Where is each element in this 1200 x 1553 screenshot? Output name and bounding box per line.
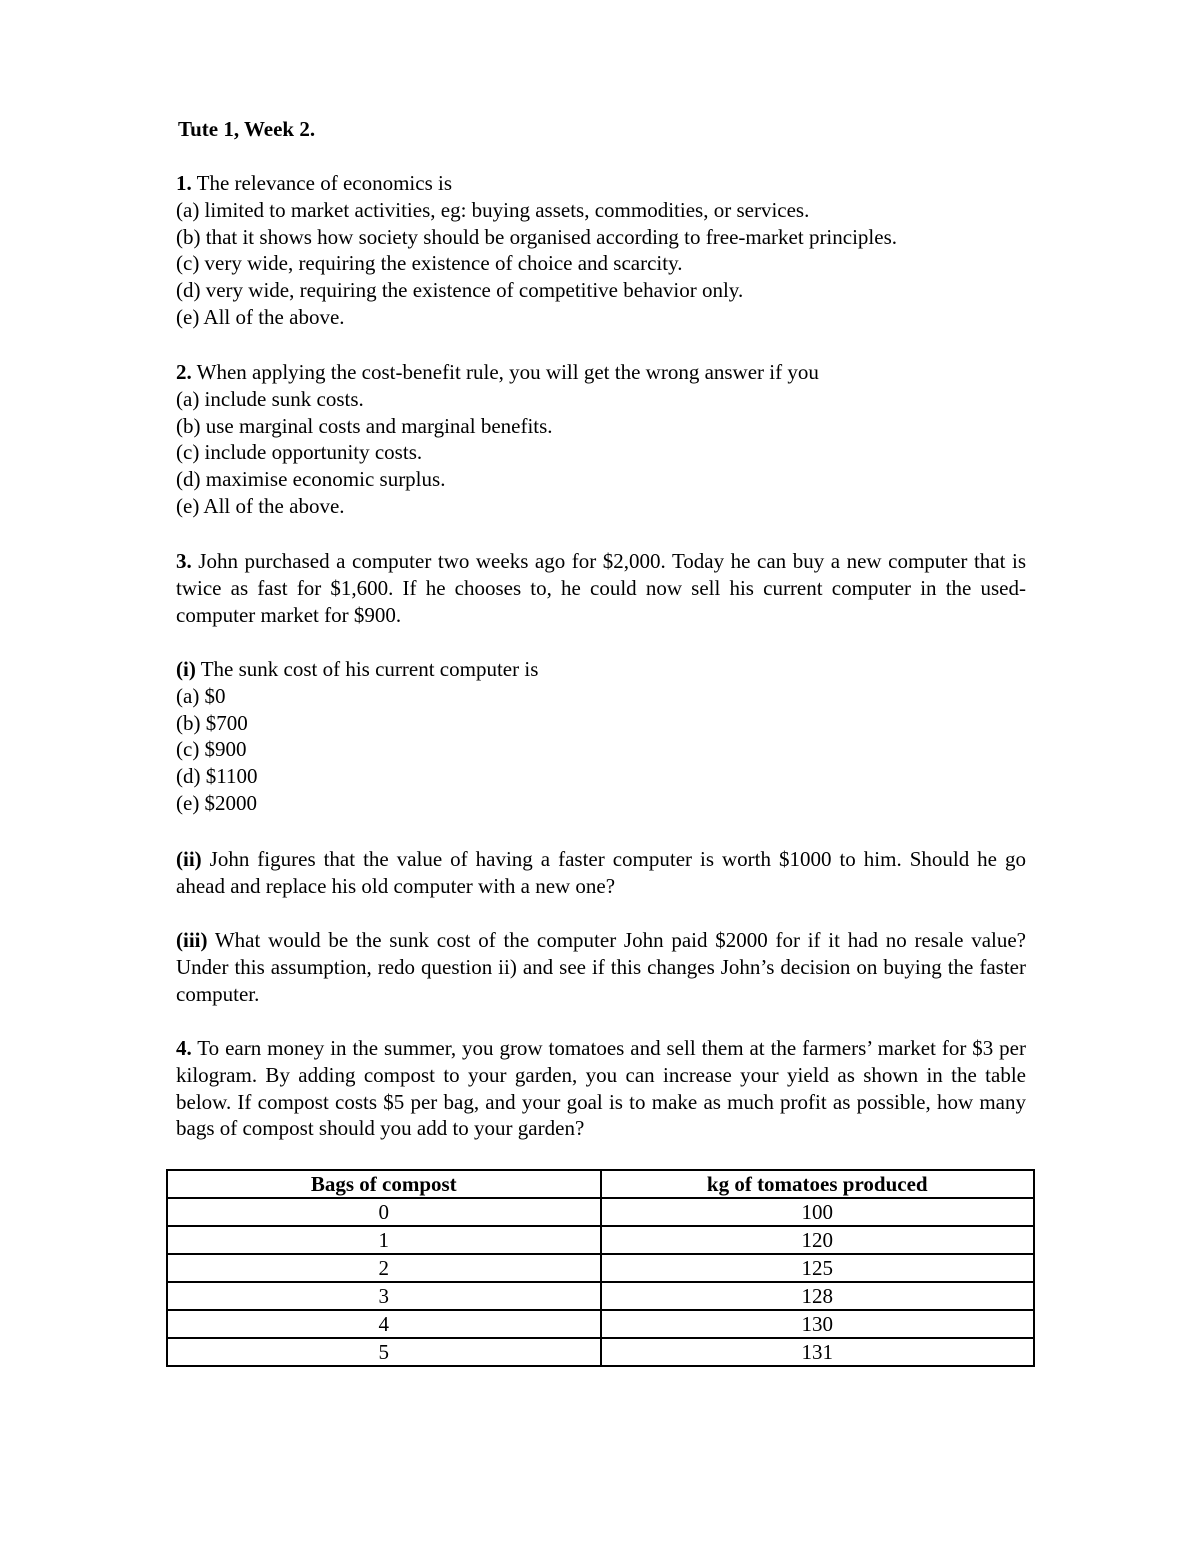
table-cell-bags: 5 bbox=[167, 1338, 601, 1366]
table-cell-kg: 128 bbox=[601, 1282, 1035, 1310]
table-row bbox=[167, 1254, 1034, 1282]
question-text: John purchased a computer two weeks ago for $2,000. Today he can buy a new computer that is twice as fast for $1,600. If he chooses to, he could now sell his current computer in the used-computer market for $900. bbox=[176, 549, 1026, 627]
table-cell-bags: 2 bbox=[167, 1254, 601, 1282]
question-1 bbox=[176, 170, 1026, 331]
option-c: (c) very wide, requiring the existence of choice and scarcity. bbox=[176, 251, 683, 276]
table-cell-kg: 130 bbox=[601, 1310, 1035, 1338]
question-3-part-ii bbox=[176, 846, 1026, 900]
part-number: (ii) bbox=[176, 847, 202, 871]
table-header-row bbox=[167, 1170, 1034, 1198]
option-d: (d) maximise economic surplus. bbox=[176, 467, 446, 492]
column-header-bags: Bags of compost bbox=[167, 1170, 601, 1198]
option-d: (d) $1100 bbox=[176, 764, 258, 789]
question-text: The relevance of economics is bbox=[191, 171, 453, 195]
table-row bbox=[167, 1198, 1034, 1226]
table-cell-bags: 3 bbox=[167, 1282, 601, 1310]
question-number: 2. bbox=[176, 360, 192, 384]
question-1-stem bbox=[176, 170, 1026, 197]
question-4 bbox=[176, 1035, 1026, 1142]
part-text: John figures that the value of having a faster computer is worth $1000 to him. Should he go ahead and replace his old computer with a new one? bbox=[176, 847, 1026, 898]
question-3-part-iii bbox=[176, 927, 1026, 1007]
option-c: (c) $900 bbox=[176, 737, 247, 762]
option-b: (b) use marginal costs and marginal benefits. bbox=[176, 413, 553, 438]
part-i-stem bbox=[176, 656, 1026, 683]
question-3-part-i bbox=[176, 656, 1026, 817]
part-number: (i) bbox=[176, 657, 196, 681]
part-number: (iii) bbox=[176, 928, 208, 952]
table-cell-kg: 125 bbox=[601, 1254, 1035, 1282]
option-d: (d) very wide, requiring the existence of competitive behavior only. bbox=[176, 278, 744, 303]
option-a: (a) $0 bbox=[176, 683, 226, 708]
part-text: The sunk cost of his current computer is bbox=[195, 657, 539, 681]
table-row bbox=[167, 1310, 1034, 1338]
option-c: (c) include opportunity costs. bbox=[176, 440, 423, 465]
table-cell-bags: 4 bbox=[167, 1310, 601, 1338]
compost-table bbox=[166, 1169, 1035, 1367]
option-e: (e) All of the above. bbox=[176, 493, 345, 518]
table-row bbox=[167, 1226, 1034, 1254]
question-text: To earn money in the summer, you grow tomatoes and sell them at the farmers’ market for $3 per kilogram. By adding compost to your garden, you can increase your yield as shown in the table below. If compost costs $5 per bag, and your goal is to make as much profit as possible, how many bags of compost should you add to your garden? bbox=[176, 1036, 1026, 1141]
question-number: 1. bbox=[176, 171, 192, 195]
table-cell-bags: 1 bbox=[167, 1226, 601, 1254]
column-header-kg: kg of tomatoes produced bbox=[601, 1170, 1035, 1198]
question-2-stem bbox=[176, 359, 1026, 386]
option-a: (a) include sunk costs. bbox=[176, 386, 364, 411]
option-e: (e) $2000 bbox=[176, 790, 258, 815]
question-number: 4. bbox=[176, 1036, 192, 1060]
question-3-stem bbox=[176, 548, 1026, 628]
table-cell-kg: 120 bbox=[601, 1226, 1035, 1254]
option-b: (b) $700 bbox=[176, 710, 248, 735]
question-number: 3. bbox=[176, 549, 192, 573]
table-row bbox=[167, 1282, 1034, 1310]
table-cell-kg: 131 bbox=[601, 1338, 1035, 1366]
option-e: (e) All of the above. bbox=[176, 304, 345, 329]
table-row bbox=[167, 1338, 1034, 1366]
option-a: (a) limited to market activities, eg: buying assets, commodities, or services. bbox=[176, 197, 810, 222]
table-cell-bags: 0 bbox=[167, 1198, 601, 1226]
question-2 bbox=[176, 359, 1026, 520]
part-text: What would be the sunk cost of the computer John paid $2000 for if it had no resale value? Under this assumption, redo question ii) and see if this changes John’s decision on buying the faster computer. bbox=[176, 928, 1026, 1006]
option-b: (b) that it shows how society should be organised according to free-market principles. bbox=[176, 224, 898, 249]
question-text: When applying the cost-benefit rule, you will get the wrong answer if you bbox=[191, 360, 819, 384]
table-cell-kg: 100 bbox=[601, 1198, 1035, 1226]
page-title: Tute 1, Week 2. bbox=[178, 117, 316, 141]
